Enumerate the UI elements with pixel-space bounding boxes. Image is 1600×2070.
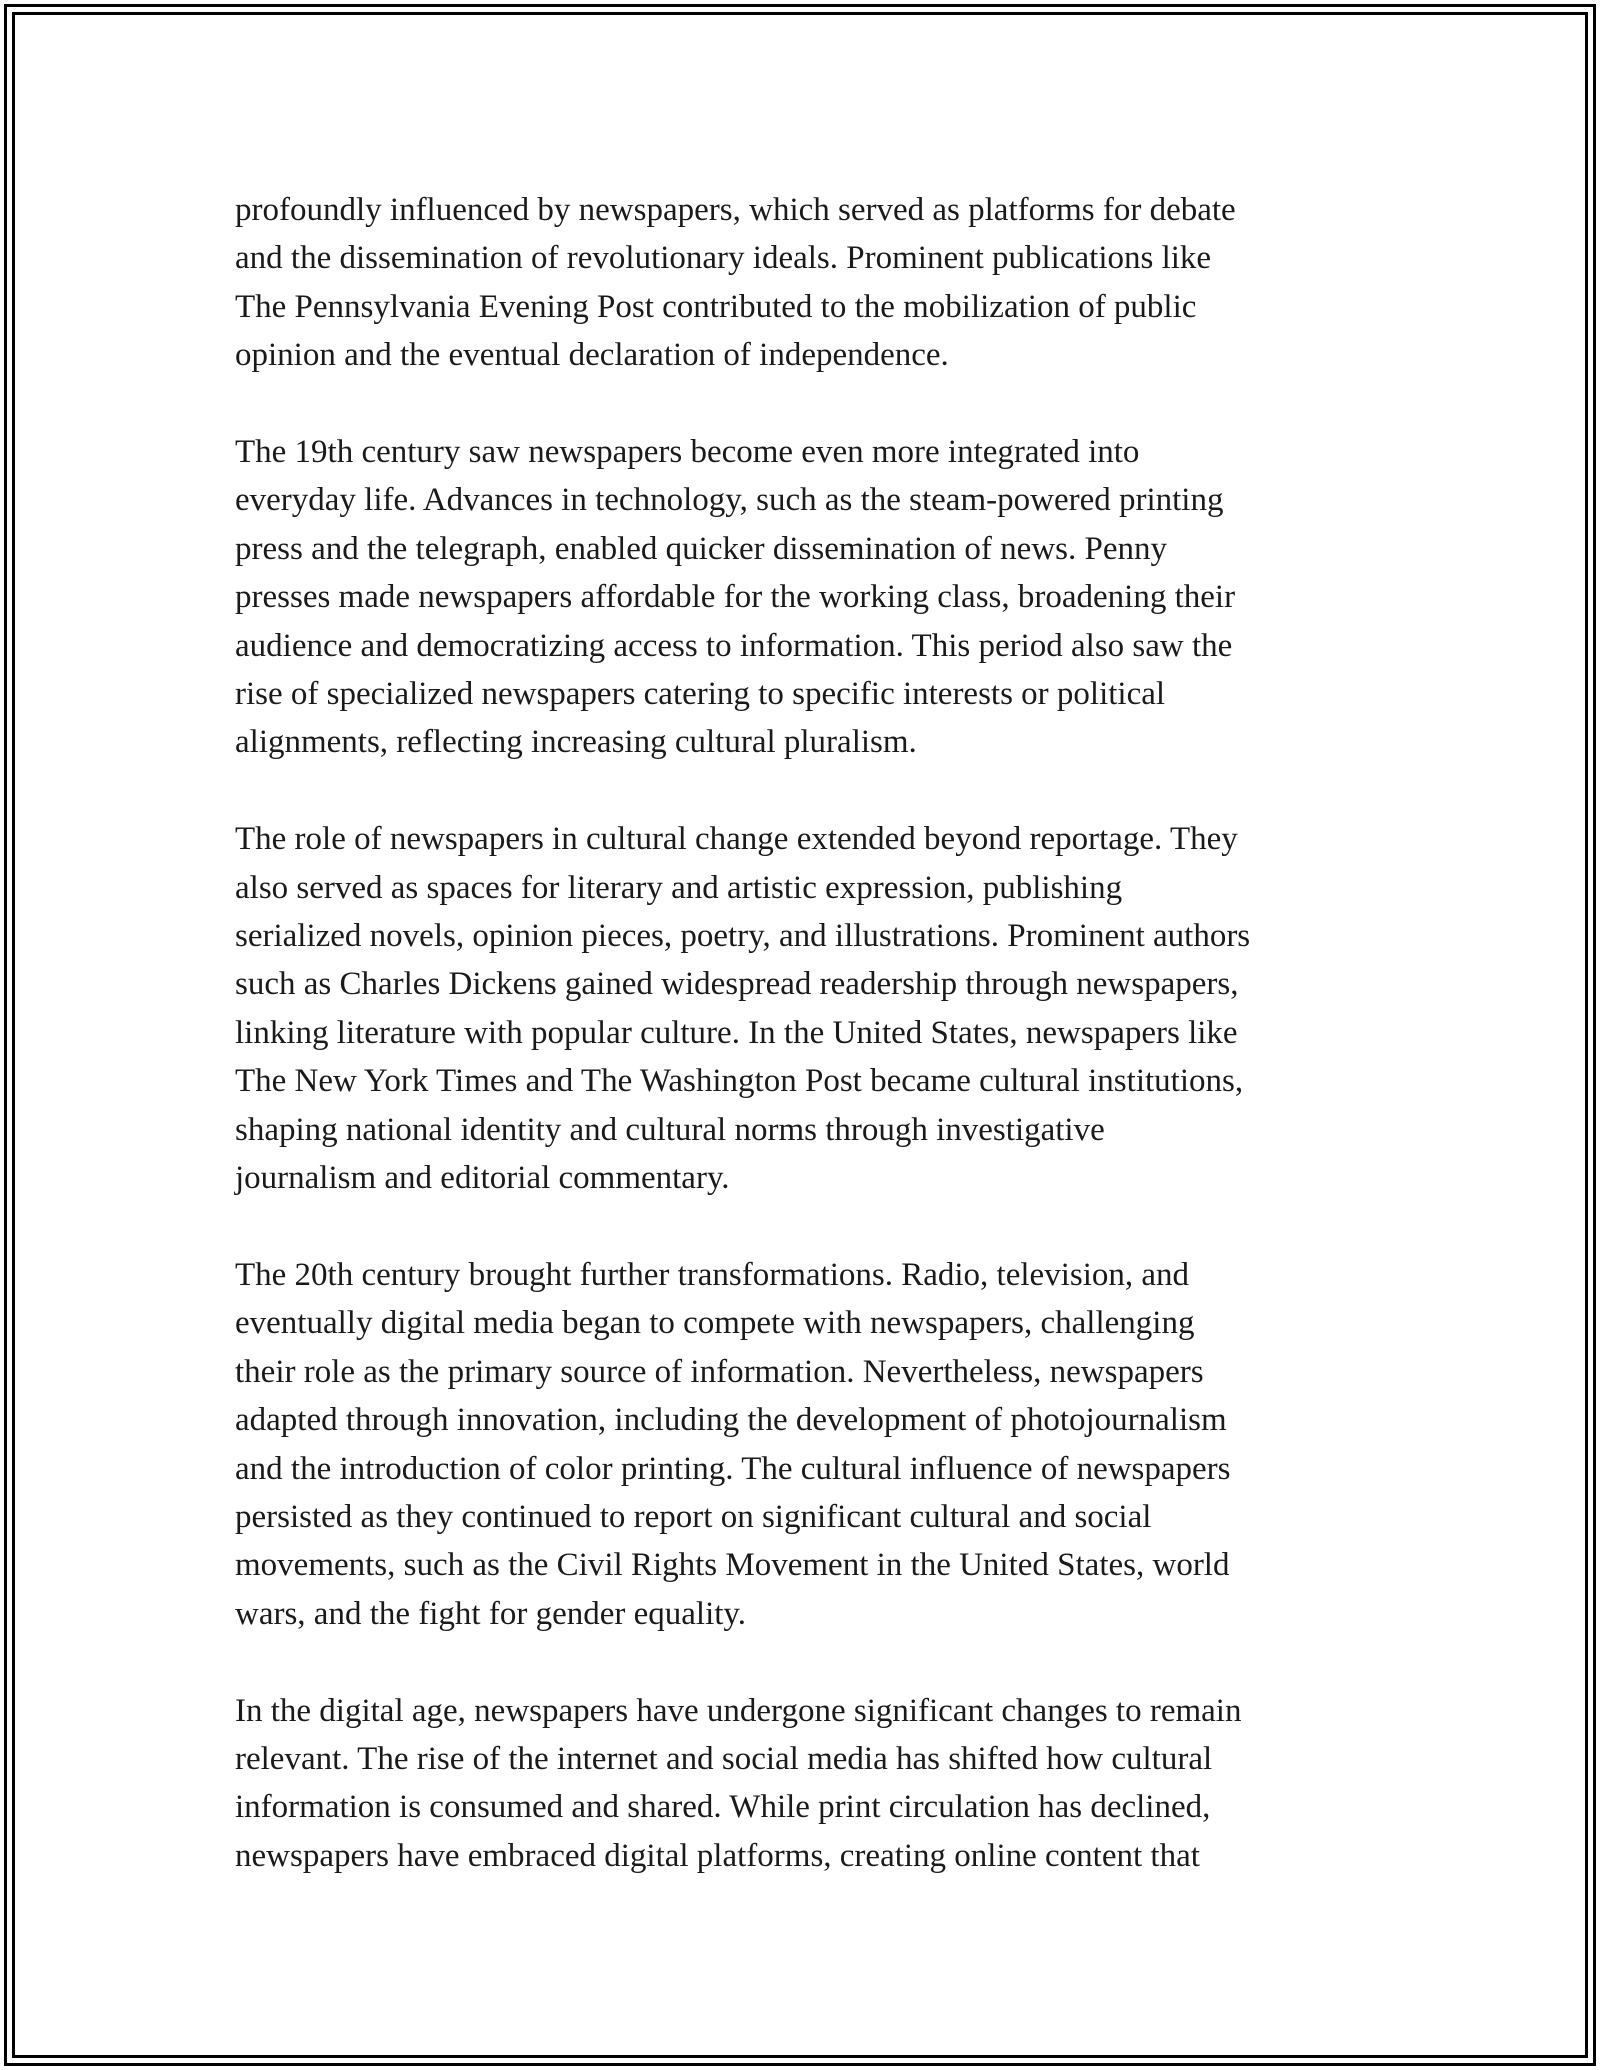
text-line: such as Charles Dickens gained widespread readership through newspapers,: [235, 966, 1239, 1003]
text-line: The New York Times and The Washington Post became cultural institutions,: [235, 1063, 1244, 1100]
text-line: In the digital age, newspapers have undergone significant changes to remain: [235, 1692, 1242, 1729]
text-line: rise of specialized newspapers catering to specific interests or political: [235, 676, 1166, 713]
text-line: The 19th century saw newspapers become even more integrated into: [235, 434, 1140, 471]
text-line: and the introduction of color printing. The cultural influence of newspapers: [235, 1450, 1231, 1487]
text-line: newspapers have embraced digital platforms, creating online content that: [235, 1837, 1200, 1874]
text-line: journalism and editorial commentary.: [235, 1160, 730, 1197]
text-line: also served as spaces for literary and artistic expression, publishing: [235, 869, 1123, 906]
text-line: adapted through innovation, including the development of photojournalism: [235, 1402, 1227, 1439]
text-line: information is consumed and shared. While print circulation has declined,: [235, 1789, 1211, 1826]
paragraph-2: [235, 428, 1385, 767]
text-line: their role as the primary source of information. Nevertheless, newspapers: [235, 1353, 1204, 1390]
paragraph-4: [235, 1251, 1385, 1638]
text-line: The 20th century brought further transformations. Radio, television, and: [235, 1256, 1190, 1293]
text-line: The Pennsylvania Evening Post contributed to the mobilization of public: [235, 288, 1197, 325]
text-line: alignments, reflecting increasing cultural pluralism.: [235, 724, 917, 761]
text-line: press and the telegraph, enabled quicker dissemination of news. Penny: [235, 530, 1167, 567]
text-line: relevant. The rise of the internet and social media has shifted how cultural: [235, 1740, 1213, 1777]
text-line: serialized novels, opinion pieces, poetry, and illustrations. Prominent authors: [235, 918, 1251, 955]
text-line: profoundly influenced by newspapers, which served as platforms for debate: [235, 192, 1236, 228]
text-line: everyday life. Advances in technology, such as the steam-powered printing: [235, 482, 1224, 519]
text-line: shaping national identity and cultural norms through investigative: [235, 1111, 1105, 1148]
text-line: The role of newspapers in cultural change extended beyond reportage. They: [235, 821, 1238, 858]
text-line: persisted as they continued to report on significant cultural and social: [235, 1498, 1152, 1535]
paragraph-3: [235, 815, 1385, 1202]
text-line: presses made newspapers affordable for the working class, broadening their: [235, 579, 1236, 616]
text-line: linking literature with popular culture. In the United States, newspapers like: [235, 1014, 1238, 1051]
text-line: audience and democratizing access to information. This period also saw the: [235, 627, 1233, 664]
text-line: opinion and the eventual declaration of independence.: [235, 337, 949, 374]
text-line: movements, such as the Civil Rights Movement in the United States, world: [235, 1547, 1230, 1584]
text-line: and the dissemination of revolutionary ideals. Prominent publications like: [235, 240, 1212, 277]
document-body: [235, 186, 1385, 1929]
paragraph-1: [235, 186, 1385, 380]
text-line: eventually digital media began to compete with newspapers, challenging: [235, 1305, 1195, 1342]
text-line: wars, and the fight for gender equality.: [235, 1595, 747, 1632]
paragraph-5: [235, 1687, 1385, 1881]
